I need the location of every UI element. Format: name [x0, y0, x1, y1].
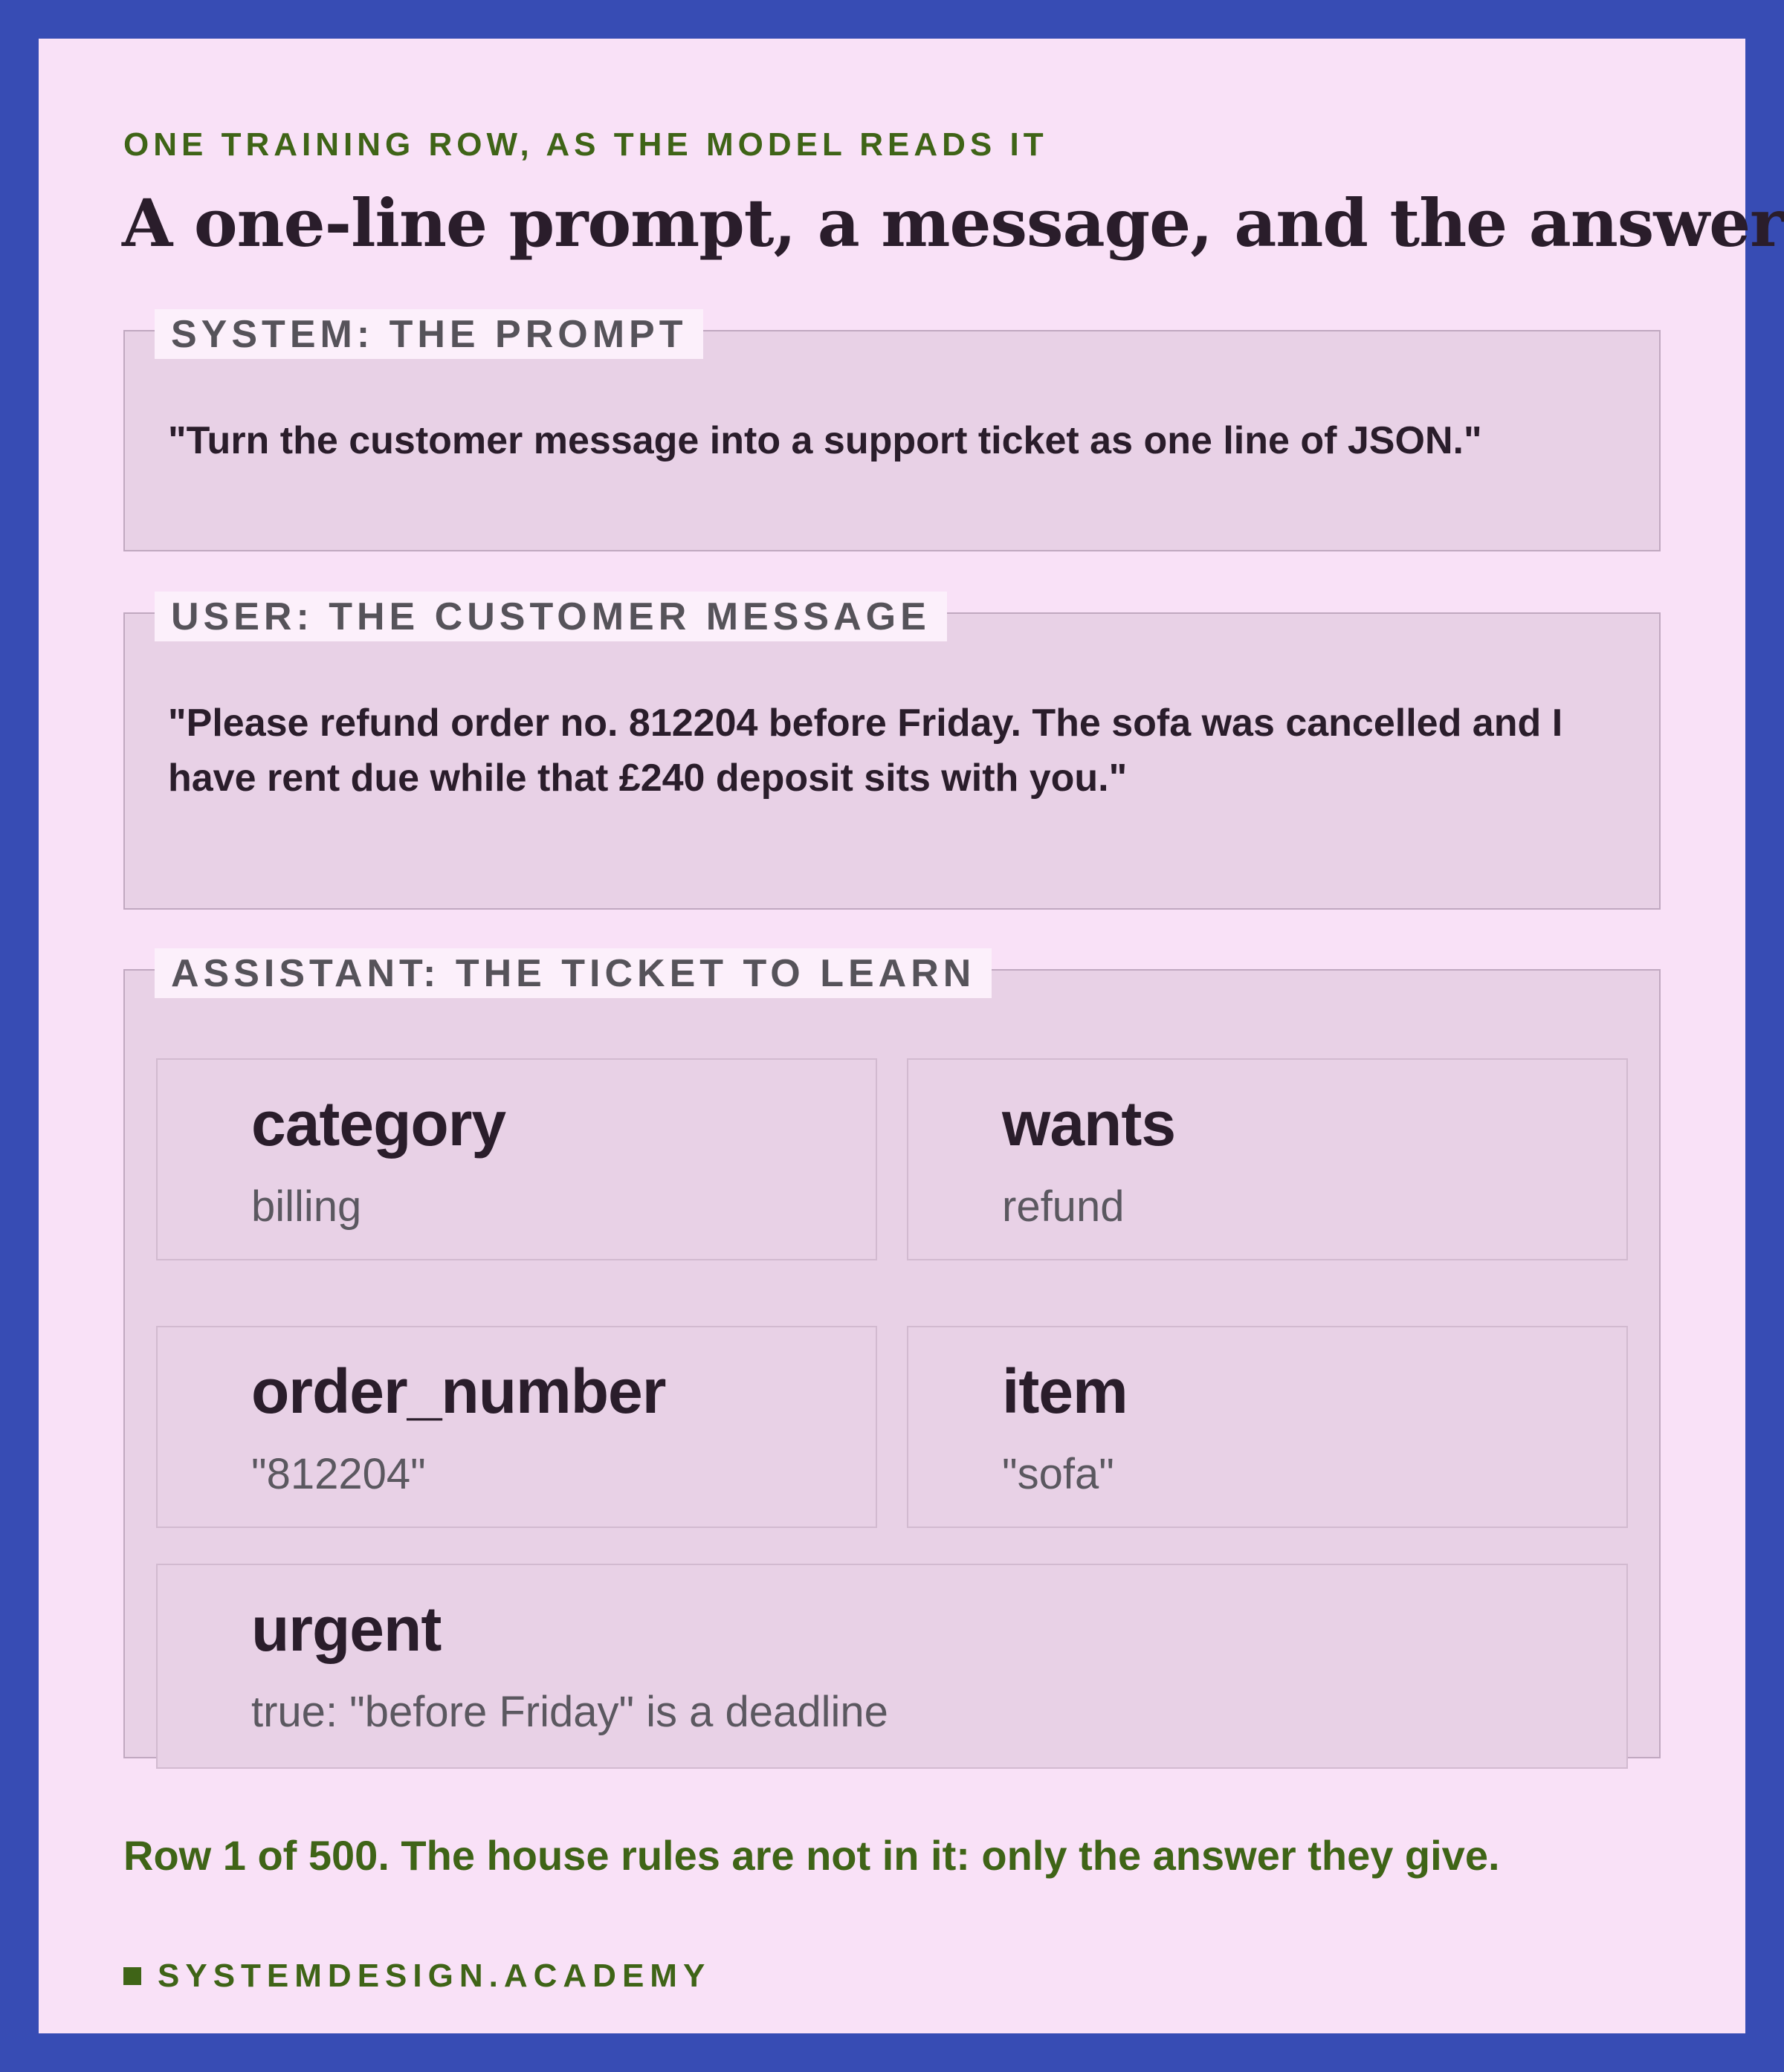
field-value: "812204"	[251, 1450, 426, 1498]
system-text: "Turn the customer message into a support ticket as one line of JSON."	[168, 419, 1482, 462]
field-value: true: "before Friday" is a deadline	[251, 1688, 888, 1736]
page-title: A one-line prompt, a message, and the answer	[122, 184, 1784, 262]
field-value: refund	[1002, 1182, 1125, 1231]
brand-text: SYSTEMDESIGN.ACADEMY	[158, 1958, 711, 1994]
assistant-label: ASSISTANT: THE TICKET TO LEARN	[155, 948, 992, 998]
field-key: urgent	[251, 1594, 442, 1664]
brand	[123, 1958, 711, 1995]
field-wants	[907, 1058, 1628, 1260]
field-category	[156, 1058, 877, 1260]
field-value: "sofa"	[1002, 1450, 1114, 1498]
field-order-number	[156, 1326, 877, 1528]
field-value: billing	[251, 1182, 362, 1231]
field-key: wants	[1002, 1089, 1176, 1159]
system-label: SYSTEM: THE PROMPT	[155, 309, 703, 359]
user-label: USER: THE CUSTOMER MESSAGE	[155, 592, 947, 641]
field-key: order_number	[251, 1356, 666, 1426]
user-panel	[123, 595, 1661, 910]
field-key: category	[251, 1089, 506, 1159]
brand-square-icon	[123, 1967, 141, 1985]
assistant-panel	[123, 952, 1661, 1758]
card	[39, 39, 1784, 2033]
eyebrow: ONE TRAINING ROW, AS THE MODEL READS IT	[123, 126, 1048, 163]
system-panel	[123, 313, 1661, 551]
field-item	[907, 1326, 1628, 1528]
field-key: item	[1002, 1356, 1128, 1426]
user-text: "Please refund order no. 812204 before Friday. The sofa was cancelled and I have rent due while that £240 deposit sits with you."	[168, 702, 1563, 800]
footnote: Row 1 of 500. The house rules are not in it: only the answer they give.	[123, 1832, 1500, 1879]
field-urgent	[156, 1564, 1628, 1769]
